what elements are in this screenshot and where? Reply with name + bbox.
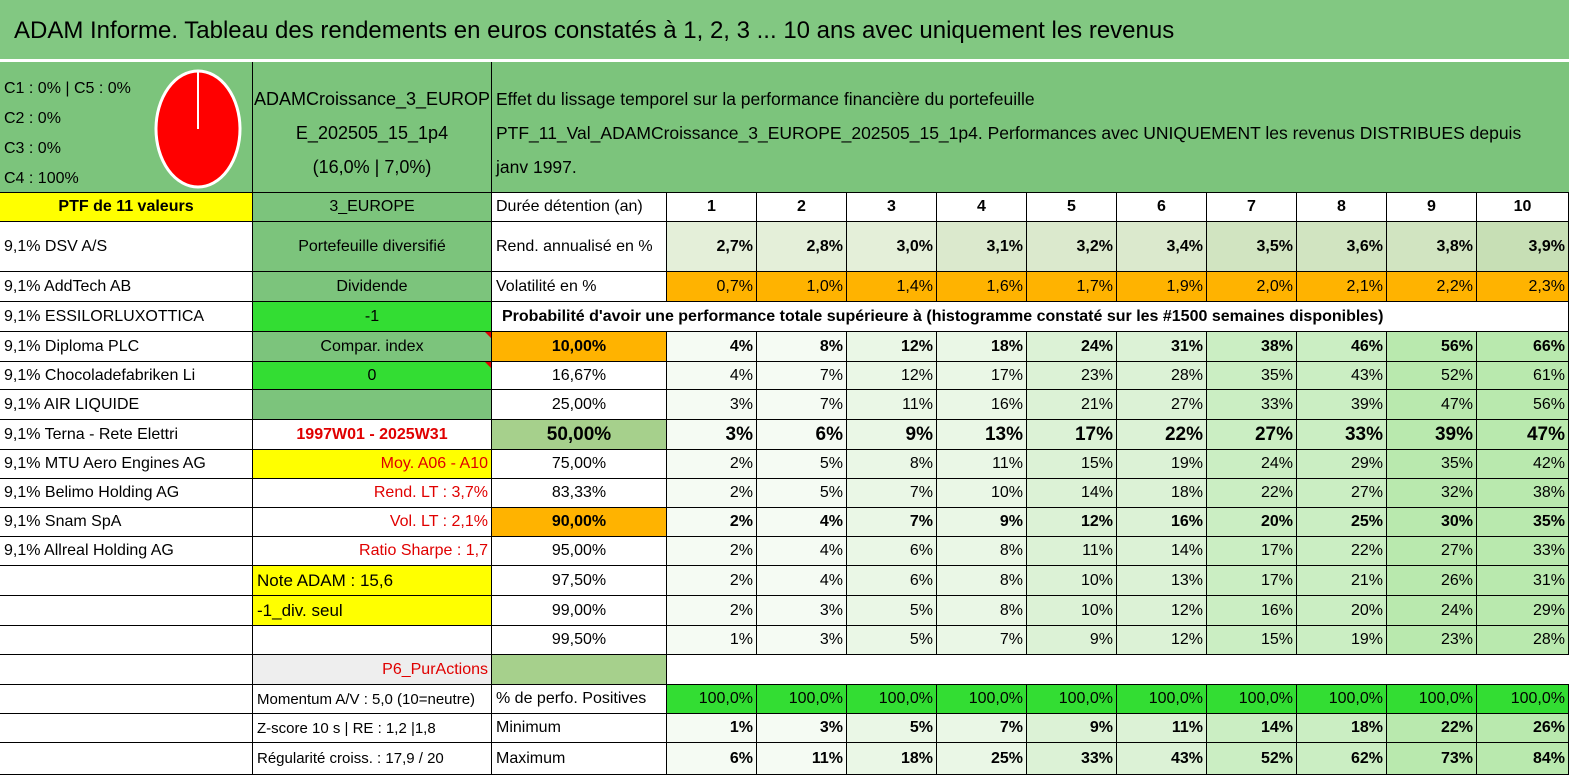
sharpe-label[interactable]: Ratio Sharpe : 1,7: [253, 537, 492, 566]
proba-value[interactable]: 6%: [757, 420, 847, 450]
proba-value[interactable]: 2%: [667, 479, 757, 508]
proba-value[interactable]: 52%: [1387, 362, 1477, 390]
proba-value[interactable]: 14%: [1117, 537, 1207, 566]
proba-value[interactable]: 10%: [937, 479, 1027, 508]
zscore-label[interactable]: Z-score 10 s | RE : 1,2 |1,8: [253, 714, 492, 743]
region-cell[interactable]: 3_EUROPE: [253, 193, 492, 222]
description-line: Effet du lissage temporel sur la performance financière du portefeuille: [496, 89, 1035, 109]
positive-value[interactable]: 100,0%: [1387, 685, 1477, 714]
proba-value[interactable]: 2%: [667, 508, 757, 537]
proba-value[interactable]: 9%: [1027, 626, 1117, 655]
empty-cell[interactable]: [0, 566, 253, 596]
positive-value[interactable]: 100,0%: [667, 685, 757, 714]
proba-value[interactable]: 33%: [1207, 390, 1297, 420]
proba-value[interactable]: 22%: [1117, 420, 1207, 450]
proba-value[interactable]: 17%: [1027, 420, 1117, 450]
description-line: PTF_11_Val_ADAMCroissance_3_EUROPE_202505_15_1p4. Performances avec UNIQUEMENT les revenus DISTRIBUES depuis: [496, 123, 1522, 143]
note-adam[interactable]: Note ADAM : 15,6: [253, 566, 492, 596]
holding-row[interactable]: 9,1% Terna - Rete Elettri: [0, 420, 253, 450]
proba-value[interactable]: 17%: [937, 362, 1027, 390]
empty-cell[interactable]: [0, 685, 253, 714]
proba-value[interactable]: 17%: [1207, 537, 1297, 566]
holding-row[interactable]: 9,1% Belimo Holding AG: [0, 479, 253, 508]
proba-value[interactable]: 13%: [937, 420, 1027, 450]
proba-threshold[interactable]: 75,00%: [492, 450, 667, 479]
proba-value[interactable]: 23%: [1027, 362, 1117, 390]
compar-label[interactable]: Compar. index: [253, 332, 492, 362]
proba-value[interactable]: 8%: [757, 332, 847, 362]
compar-value[interactable]: 0: [253, 362, 492, 390]
proba-value[interactable]: 27%: [1117, 390, 1207, 420]
proba-value[interactable]: 43%: [1297, 362, 1387, 390]
proba-value[interactable]: 6%: [847, 537, 937, 566]
proba-value[interactable]: 7%: [937, 626, 1027, 655]
proba-value[interactable]: 13%: [1117, 566, 1207, 596]
proba-value[interactable]: 56%: [1477, 390, 1569, 420]
proba-value[interactable]: 29%: [1477, 596, 1569, 626]
rend-label[interactable]: Rend. annualisé en %: [492, 222, 667, 272]
proba-value[interactable]: 25%: [1297, 508, 1387, 537]
proba-threshold[interactable]: 90,00%: [492, 508, 667, 537]
max-value[interactable]: 84%: [1477, 743, 1569, 775]
proba-value[interactable]: 2%: [667, 450, 757, 479]
proba-value[interactable]: 39%: [1387, 420, 1477, 450]
proba-threshold[interactable]: 10,00%: [492, 332, 667, 362]
proba-value[interactable]: 2%: [667, 596, 757, 626]
min-value[interactable]: 14%: [1207, 714, 1297, 743]
proba-value[interactable]: 12%: [1117, 596, 1207, 626]
proba-value[interactable]: 3%: [667, 420, 757, 450]
proba-value[interactable]: 56%: [1387, 332, 1477, 362]
min-value[interactable]: 3%: [757, 714, 847, 743]
min-value[interactable]: 11%: [1117, 714, 1207, 743]
p6-label[interactable]: P6_PurActions: [253, 655, 492, 685]
positive-value[interactable]: 100,0%: [1207, 685, 1297, 714]
empty-cell[interactable]: [0, 626, 253, 655]
empty-cell[interactable]: [253, 390, 492, 420]
year-header-6[interactable]: 6: [1117, 193, 1207, 222]
rend-value[interactable]: 2,8%: [757, 222, 847, 272]
max-label[interactable]: Maximum: [492, 743, 667, 775]
proba-value[interactable]: 17%: [1207, 566, 1297, 596]
dividende-value[interactable]: -1: [253, 302, 492, 332]
empty-cell[interactable]: [253, 626, 492, 655]
proba-value[interactable]: 1%: [667, 626, 757, 655]
proba-value[interactable]: 35%: [1387, 450, 1477, 479]
proba-value[interactable]: 29%: [1297, 450, 1387, 479]
proba-value[interactable]: 21%: [1297, 566, 1387, 596]
proba-value[interactable]: 33%: [1297, 420, 1387, 450]
proba-value[interactable]: 9%: [937, 508, 1027, 537]
positive-value[interactable]: 100,0%: [1027, 685, 1117, 714]
vol-value[interactable]: 2,3%: [1477, 272, 1569, 302]
max-value[interactable]: 11%: [757, 743, 847, 775]
comment-marker[interactable]: [485, 362, 491, 368]
proba-value[interactable]: 31%: [1477, 566, 1569, 596]
empty-cell[interactable]: [0, 743, 253, 775]
proba-value[interactable]: 22%: [1207, 479, 1297, 508]
proba-value[interactable]: 19%: [1297, 626, 1387, 655]
proba-value[interactable]: 12%: [847, 362, 937, 390]
rend-value[interactable]: 3,6%: [1297, 222, 1387, 272]
asset-class-cell[interactable]: [0, 62, 253, 193]
max-value[interactable]: 43%: [1117, 743, 1207, 775]
portfolio-type[interactable]: Portefeuille diversifié: [253, 222, 492, 272]
proba-value[interactable]: 26%: [1387, 566, 1477, 596]
proba-value[interactable]: 14%: [1027, 479, 1117, 508]
proba-value[interactable]: 4%: [757, 566, 847, 596]
proba-value[interactable]: 16%: [1207, 596, 1297, 626]
proba-value[interactable]: 39%: [1297, 390, 1387, 420]
positive-value[interactable]: 100,0%: [757, 685, 847, 714]
max-value[interactable]: 6%: [667, 743, 757, 775]
proba-value[interactable]: 27%: [1387, 537, 1477, 566]
proba-value[interactable]: 18%: [937, 332, 1027, 362]
proba-value[interactable]: 33%: [1477, 537, 1569, 566]
rend-value[interactable]: 3,2%: [1027, 222, 1117, 272]
proba-value[interactable]: 22%: [1297, 537, 1387, 566]
min-value[interactable]: 18%: [1297, 714, 1387, 743]
year-header-4[interactable]: 4: [937, 193, 1027, 222]
rend-value[interactable]: 3,0%: [847, 222, 937, 272]
proba-value[interactable]: 11%: [1027, 537, 1117, 566]
proba-value[interactable]: 32%: [1387, 479, 1477, 508]
min-value[interactable]: 7%: [937, 714, 1027, 743]
min-value[interactable]: 1%: [667, 714, 757, 743]
proba-value[interactable]: 24%: [1027, 332, 1117, 362]
holding-row[interactable]: 9,1% AIR LIQUIDE: [0, 390, 253, 420]
proba-threshold[interactable]: 99,50%: [492, 626, 667, 655]
proba-value[interactable]: 8%: [937, 566, 1027, 596]
year-header-7[interactable]: 7: [1207, 193, 1297, 222]
proba-value[interactable]: 8%: [937, 537, 1027, 566]
year-header-3[interactable]: 3: [847, 193, 937, 222]
proba-value[interactable]: 20%: [1297, 596, 1387, 626]
year-header-2[interactable]: 2: [757, 193, 847, 222]
proba-value[interactable]: 38%: [1207, 332, 1297, 362]
period-label[interactable]: 1997W01 - 2025W31: [253, 420, 492, 450]
proba-value[interactable]: 27%: [1297, 479, 1387, 508]
proba-value[interactable]: 5%: [757, 450, 847, 479]
portfolio-name: E_202505_15_1p4: [295, 123, 449, 143]
positive-value[interactable]: 100,0%: [937, 685, 1027, 714]
min-value[interactable]: 22%: [1387, 714, 1477, 743]
proba-value[interactable]: 16%: [937, 390, 1027, 420]
proba-value[interactable]: 18%: [1117, 479, 1207, 508]
empty-cell[interactable]: [492, 655, 667, 685]
positive-value[interactable]: 100,0%: [847, 685, 937, 714]
max-value[interactable]: 33%: [1027, 743, 1117, 775]
proba-value[interactable]: 9%: [847, 420, 937, 450]
proba-value[interactable]: 66%: [1477, 332, 1569, 362]
max-value[interactable]: 25%: [937, 743, 1027, 775]
proba-threshold[interactable]: 50,00%: [492, 420, 667, 450]
proba-value[interactable]: 15%: [1027, 450, 1117, 479]
rend-lt-label[interactable]: Rend. LT : 3,7%: [253, 479, 492, 508]
proba-value[interactable]: 10%: [1027, 566, 1117, 596]
holding-row[interactable]: 9,1% Snam SpA: [0, 508, 253, 537]
positive-value[interactable]: 100,0%: [1477, 685, 1569, 714]
vol-value[interactable]: 1,9%: [1117, 272, 1207, 302]
proba-value[interactable]: 8%: [847, 450, 937, 479]
proba-value[interactable]: 11%: [847, 390, 937, 420]
proba-value[interactable]: 19%: [1117, 450, 1207, 479]
min-value[interactable]: 5%: [847, 714, 937, 743]
proba-value[interactable]: 7%: [757, 390, 847, 420]
proba-value[interactable]: 5%: [847, 626, 937, 655]
vol-value[interactable]: 1,0%: [757, 272, 847, 302]
proba-value[interactable]: 5%: [847, 596, 937, 626]
proba-value[interactable]: 21%: [1027, 390, 1117, 420]
comment-marker[interactable]: [485, 332, 491, 338]
max-value[interactable]: 18%: [847, 743, 937, 775]
proba-threshold[interactable]: 99,00%: [492, 596, 667, 626]
div-seul-label[interactable]: -1_div. seul: [253, 596, 492, 626]
proba-value[interactable]: 4%: [667, 332, 757, 362]
holding-row[interactable]: 9,1% DSV A/S: [0, 222, 253, 272]
duration-label[interactable]: Durée détention (an): [492, 193, 667, 222]
proba-value[interactable]: 46%: [1297, 332, 1387, 362]
proba-value[interactable]: 2%: [667, 566, 757, 596]
holding-row[interactable]: 9,1% Allreal Holding AG: [0, 537, 253, 566]
proba-value[interactable]: 38%: [1477, 479, 1569, 508]
year-header-1[interactable]: 1: [667, 193, 757, 222]
holding-row[interactable]: 9,1% Chocoladefabriken Li: [0, 362, 253, 390]
proba-value[interactable]: 7%: [757, 362, 847, 390]
positive-value[interactable]: 100,0%: [1297, 685, 1387, 714]
min-value[interactable]: 26%: [1477, 714, 1569, 743]
vol-lt-label[interactable]: Vol. LT : 2,1%: [253, 508, 492, 537]
class-line: C3 : 0%: [4, 140, 61, 157]
proba-value[interactable]: 42%: [1477, 450, 1569, 479]
page-title: ADAM Informe. Tableau des rendements en euros constatés à 1, 2, 3 ... 10 ans avec uniquement les revenus: [0, 0, 1569, 62]
proba-value[interactable]: 12%: [1117, 626, 1207, 655]
ptf-header[interactable]: PTF de 11 valeurs: [0, 193, 253, 222]
proba-value[interactable]: 20%: [1207, 508, 1297, 537]
proba-value[interactable]: 24%: [1207, 450, 1297, 479]
portfolio-name: ADAMCroissance_3_EUROP: [253, 89, 491, 109]
proba-value[interactable]: 8%: [937, 596, 1027, 626]
proba-value[interactable]: 35%: [1477, 508, 1569, 537]
proba-threshold[interactable]: 83,33%: [492, 479, 667, 508]
proba-value[interactable]: 3%: [667, 390, 757, 420]
vol-value[interactable]: 2,0%: [1207, 272, 1297, 302]
proba-value[interactable]: 23%: [1387, 626, 1477, 655]
proba-value[interactable]: 28%: [1477, 626, 1569, 655]
positive-label[interactable]: % de perfo. Positives: [492, 685, 667, 714]
year-header-10[interactable]: 10: [1477, 193, 1569, 222]
rend-value[interactable]: 3,9%: [1477, 222, 1569, 272]
holding-row[interactable]: 9,1% Diploma PLC: [0, 332, 253, 362]
portfolio-stats: (16,0% | 7,0%): [312, 157, 432, 177]
dividende-label[interactable]: Dividende: [253, 272, 492, 302]
moy-label[interactable]: Moy. A06 - A10: [253, 450, 492, 479]
proba-value[interactable]: 2%: [667, 537, 757, 566]
holding-row[interactable]: 9,1% ESSILORLUXOTTICA: [0, 302, 253, 332]
vol-value[interactable]: 1,7%: [1027, 272, 1117, 302]
vol-label[interactable]: Volatilité en %: [492, 272, 667, 302]
rend-value[interactable]: 3,5%: [1207, 222, 1297, 272]
proba-value[interactable]: 6%: [847, 566, 937, 596]
proba-threshold[interactable]: 95,00%: [492, 537, 667, 566]
proba-value[interactable]: 11%: [937, 450, 1027, 479]
proba-value[interactable]: 3%: [757, 626, 847, 655]
proba-value[interactable]: 35%: [1207, 362, 1297, 390]
proba-header[interactable]: Probabilité d'avoir une performance totale supérieure à (histogramme constaté sur les #1500 semaines disponibles): [492, 302, 1569, 332]
regularite-label[interactable]: Régularité croiss. : 17,9 / 20: [253, 743, 492, 775]
min-value[interactable]: 9%: [1027, 714, 1117, 743]
year-header-8[interactable]: 8: [1297, 193, 1387, 222]
vol-value[interactable]: 0,7%: [667, 272, 757, 302]
proba-value[interactable]: 27%: [1207, 420, 1297, 450]
positive-value[interactable]: 100,0%: [1117, 685, 1207, 714]
class-line: C1 : 0% | C5 : 0%: [4, 80, 131, 97]
vol-value[interactable]: 2,2%: [1387, 272, 1477, 302]
proba-value[interactable]: 24%: [1387, 596, 1477, 626]
rend-value[interactable]: 2,7%: [667, 222, 757, 272]
class-line: C4 : 100%: [4, 170, 79, 187]
proba-value[interactable]: 16%: [1117, 508, 1207, 537]
holding-row[interactable]: 9,1% AddTech AB: [0, 272, 253, 302]
rend-value[interactable]: 3,1%: [937, 222, 1027, 272]
proba-value[interactable]: 7%: [847, 479, 937, 508]
vol-value[interactable]: 2,1%: [1297, 272, 1387, 302]
proba-value[interactable]: 12%: [847, 332, 937, 362]
proba-value[interactable]: 61%: [1477, 362, 1569, 390]
description-cell[interactable]: [492, 62, 1569, 193]
proba-value[interactable]: 4%: [757, 537, 847, 566]
proba-value[interactable]: 47%: [1387, 390, 1477, 420]
rend-value[interactable]: 3,4%: [1117, 222, 1207, 272]
proba-value[interactable]: 4%: [757, 508, 847, 537]
empty-cell[interactable]: [0, 596, 253, 626]
momentum-label[interactable]: Momentum A/V : 5,0 (10=neutre): [253, 685, 492, 714]
max-value[interactable]: 52%: [1207, 743, 1297, 775]
proba-value[interactable]: 31%: [1117, 332, 1207, 362]
year-header-5[interactable]: 5: [1027, 193, 1117, 222]
proba-value[interactable]: 28%: [1117, 362, 1207, 390]
year-header-9[interactable]: 9: [1387, 193, 1477, 222]
proba-value[interactable]: 15%: [1207, 626, 1297, 655]
proba-value[interactable]: 3%: [757, 596, 847, 626]
empty-cell[interactable]: [0, 655, 253, 685]
proba-threshold[interactable]: 16,67%: [492, 362, 667, 390]
description-line: janv 1997.: [496, 157, 577, 177]
proba-threshold[interactable]: 97,50%: [492, 566, 667, 596]
rend-value[interactable]: 3,8%: [1387, 222, 1477, 272]
allocation-pie-chart: [153, 68, 243, 190]
vol-value[interactable]: 1,4%: [847, 272, 937, 302]
min-label[interactable]: Minimum: [492, 714, 667, 743]
proba-value[interactable]: 5%: [757, 479, 847, 508]
max-value[interactable]: 73%: [1387, 743, 1477, 775]
empty-cell: [667, 655, 1569, 685]
proba-value[interactable]: 10%: [1027, 596, 1117, 626]
proba-value[interactable]: 4%: [667, 362, 757, 390]
proba-threshold[interactable]: 25,00%: [492, 390, 667, 420]
empty-cell[interactable]: [0, 714, 253, 743]
portfolio-name-cell[interactable]: [253, 62, 492, 193]
proba-value[interactable]: 30%: [1387, 508, 1477, 537]
vol-value[interactable]: 1,6%: [937, 272, 1027, 302]
proba-value[interactable]: 7%: [847, 508, 937, 537]
holding-row[interactable]: 9,1% MTU Aero Engines AG: [0, 450, 253, 479]
max-value[interactable]: 62%: [1297, 743, 1387, 775]
proba-value[interactable]: 12%: [1027, 508, 1117, 537]
proba-value[interactable]: 47%: [1477, 420, 1569, 450]
class-line: C2 : 0%: [4, 110, 61, 127]
